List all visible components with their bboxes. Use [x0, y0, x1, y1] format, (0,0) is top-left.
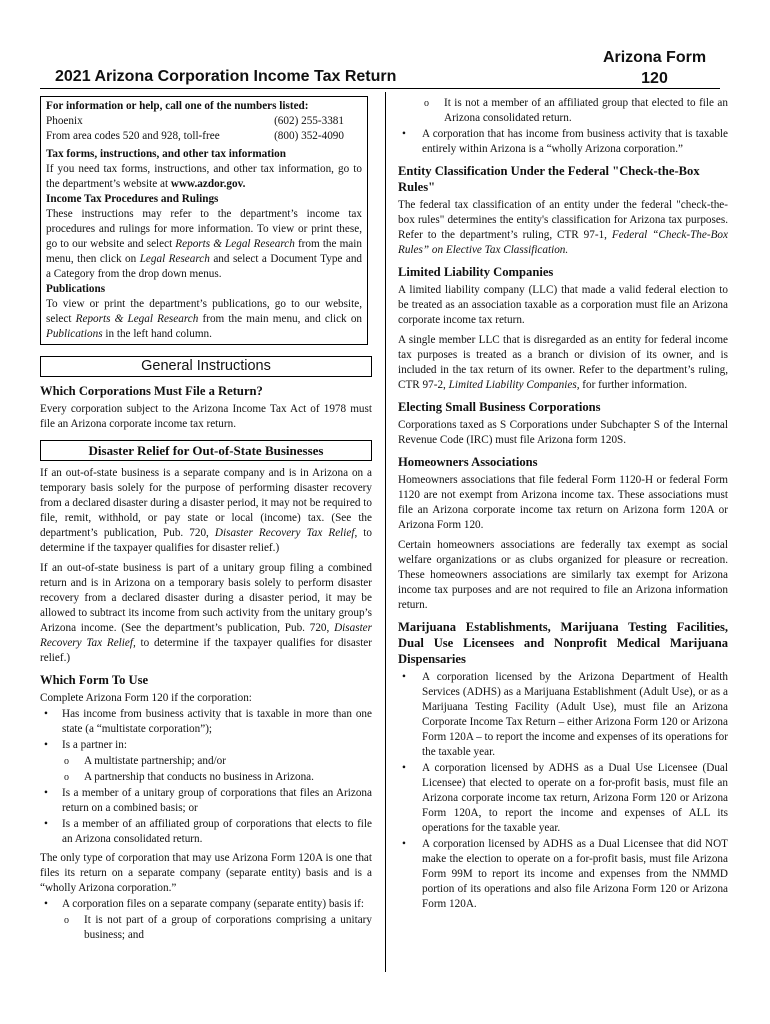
only-type-text: The only type of corporation that may use Arizona Form 120A is one that files its return on a separate company (separate entity) basis and is a “wholly Arizona corporation.”: [40, 852, 372, 894]
phone-label: Phoenix: [46, 115, 83, 127]
llc-heading: Limited Liability Companies: [398, 265, 554, 279]
hoa-paragraph-1: Homeowners associations that file federal Form 1120-H or federal Form 1120 are not exempt from Arizona income tax. These associations must file an Arizona corporate income tax return on Arizona form 120A or Arizona Form 120.: [398, 474, 728, 531]
disaster-paragraph-1: If an out-of-state business is a separate company and is in Arizona on a temporary basis solely for the purpose of performing disaster recovery from a declared disaster during a disaster period, it may not be required to file, remit, withhold, or pay state or local (income) tax. (See the department’s publication, Pub. 720, Disaster Recovery Tax Relief, to determine if the taxpayer qualifies for disaster relief.): [40, 467, 373, 554]
column-divider: [385, 92, 386, 972]
forms-text: If you need tax forms, instructions, and other tax information, go to the department’s website at www.azdor.gov.: [46, 163, 362, 190]
entity-classification-heading: Entity Classification Under the Federal "Check-the-Box Rules": [398, 164, 700, 194]
disaster-relief-title: Disaster Relief for Out-of-State Businesses: [40, 440, 372, 461]
phone-number: (800) 352-4090: [274, 130, 344, 142]
entity-classification-text: The federal tax classification of an entity under the federal "check-the-box rules" determines the entity's classification for Arizona tax purposes. Refer to the department’s ruling, CTR 97-1, Federal “Check-The-Box Rules” on Elective Tax Classification.: [398, 199, 728, 256]
procedures-heading: Income Tax Procedures and Rulings: [46, 193, 219, 205]
publications-heading: Publications: [46, 283, 106, 295]
form-id: 120: [641, 70, 668, 87]
which-form-intro: Complete Arizona Form 120 if the corporation:: [40, 692, 252, 704]
info-box: [40, 96, 368, 345]
list-item: o A partnership that conducts no business in Arizona.: [40, 770, 372, 785]
phone-row-phoenix: [46, 114, 362, 129]
left-column: [40, 96, 372, 947]
list-item: • Is a member of an affiliated group of corporations that elects to file an Arizona consolidated return.: [40, 817, 372, 847]
separate-company-list: [40, 897, 372, 943]
page-title: 2021 Arizona Corporation Income Tax Return: [55, 68, 397, 85]
s-corp-heading: Electing Small Business Corporations: [398, 400, 601, 414]
who-must-file-heading: Which Corporations Must File a Return?: [40, 384, 263, 398]
llc-paragraph-2: A single member LLC that is disregarded as an entity for federal income tax purposes is treated as a branch or division of its owner, and is included in the tax return of its owner. Refer to the department’s ruling, CTR 97-2, Limited Liability Companies, for further information.: [398, 334, 728, 391]
phone-number: (602) 255-3381: [274, 115, 344, 127]
marijuana-list: [398, 670, 728, 912]
forms-heading: Tax forms, instructions, and other tax information: [46, 148, 286, 160]
llc-paragraph-1: A limited liability company (LLC) that made a valid federal election to be treated as an association taxable as a corporation must file an Arizona corporate income tax return.: [398, 284, 728, 326]
list-item: • A corporation licensed by ADHS as a Dual Use Licensee (Dual Licensee) that elected to operate on a for-profit basis, must file an Arizona corporate income tax return, Arizona Form 120 or Arizona Form 120A, to report the income and expenses of ALL its operations for the taxable year.: [398, 761, 728, 836]
list-item: • A corporation files on a separate company (separate entity) basis if:: [40, 897, 372, 912]
header-rule: [40, 88, 720, 89]
form-label: Arizona Form: [602, 49, 707, 66]
form-number: [597, 47, 712, 89]
publications-text: To view or print the department’s publications, go to our website, select Reports & Legal Research from the main menu, and click on Publications in the left hand column.: [46, 298, 363, 340]
website-link[interactable]: www.azdor.gov.: [170, 178, 246, 190]
list-item: o A multistate partnership; and/or: [40, 754, 372, 769]
list-item: o It is not a member of an affiliated group that elected to file an Arizona consolidated return.: [398, 96, 728, 126]
disaster-paragraph-2: If an out-of-state business is part of a unitary group filing a combined return and is in Arizona on a temporary basis solely to perform disaster recovery from a declared disaster during a disaster period, it may be allowed to subtract its income from such activity from the unitary group’s Arizona income. (See the department’s publication, Pub. 720, Disaster Recovery Tax Relief, to determine if the taxpayer qualifies for disaster relief.): [40, 562, 373, 664]
marijuana-heading: Marijuana Establishments, Marijuana Testing Facilities, Dual Use Licensees and Nonprofit Medical Marijuana Dispensaries: [398, 620, 728, 666]
list-item: • Is a member of a unitary group of corporations that files an Arizona return on a combined basis; or: [40, 786, 372, 816]
which-form-list: [40, 707, 372, 847]
phone-label: From area codes 520 and 928, toll-free: [46, 130, 220, 142]
info-heading: For information or help, call one of the numbers listed:: [46, 100, 309, 112]
s-corp-text: Corporations taxed as S Corporations under Subchapter S of the Internal Revenue Code (IRC) must file Arizona form 120S.: [398, 419, 728, 446]
list-item: • Has income from business activity that is taxable in more than one state (a “multistate corporation”);: [40, 707, 372, 737]
hoa-paragraph-2: Certain homeowners associations are federally tax exempt as social welfare organizations or as clubs organized for pleasure or recreation. These homeowners associations are similarly tax exempt for Arizona income tax purposes and are not required to file an Arizona information return.: [398, 539, 728, 611]
which-form-heading: Which Form To Use: [40, 673, 149, 687]
who-must-file-text: Every corporation subject to the Arizona Income Tax Act of 1978 must file an Arizona corporate income tax return.: [40, 403, 372, 430]
procedures-text: These instructions may refer to the department’s income tax procedures and rulings for more information. To view or print these, go to our website and select Reports & Legal Research from the main menu, then click on Legal Research and select a Document Type and a Category from the drop down menus.: [46, 208, 363, 280]
list-item: • Is a partner in:: [40, 738, 372, 753]
hoa-heading: Homeowners Associations: [398, 455, 538, 469]
list-item: o It is not part of a group of corporations comprising a unitary business; and: [40, 913, 372, 943]
list-item: • A corporation licensed by the Arizona Department of Health Services (ADHS) as a Marijuana Establishment (Adult Use), or as a Marijuana Testing Facility (Adult Use), must file an Arizona Corporate Income Tax Return – either Arizona Form 120 or Arizona Form 120A – to report the income and expenses of its operations for the taxable year.: [398, 670, 728, 760]
separate-company-list-cont: [398, 96, 728, 157]
right-column: [398, 96, 728, 916]
list-item: • A corporation licensed by ADHS as a Dual Licensee that did NOT make the election to operate on a for-profit basis, must file Arizona Form 99M to report its income and expenses from the NMMD portion of its operations and also file Arizona Form 120 or Arizona Form 120A.: [398, 837, 728, 912]
list-item: • A corporation that has income from business activity that is taxable entirely within Arizona is a “wholly Arizona corporation.”: [398, 127, 728, 157]
general-instructions-title: General Instructions: [40, 356, 372, 377]
phone-row-tollfree: [46, 129, 362, 144]
